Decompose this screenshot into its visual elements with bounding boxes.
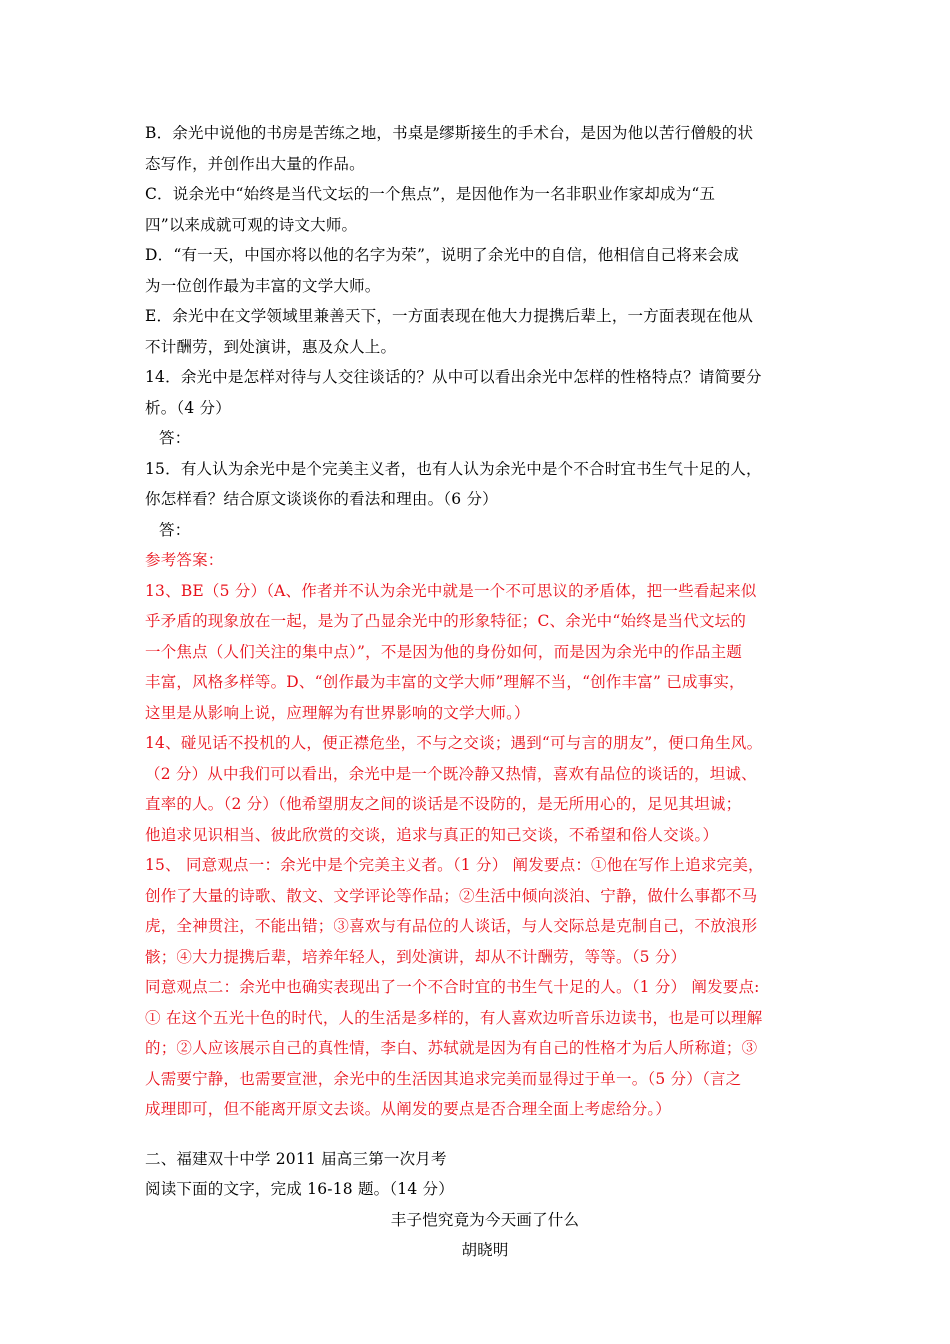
answer-14-line-3: 直率的人。（2 分）（他希望朋友之间的谈话是不设防的，是无所用心的，足见其坦诚； bbox=[145, 795, 742, 813]
answer-13-line-2: 乎矛盾的现象放在一起，是为了凸显余光中的形象特征；C、余光中“始终是当代文坛的 bbox=[145, 612, 747, 630]
answer-14-line-4: 他追求见识相当、彼此欣赏的交谈，追求与真正的知己交谈，不希望和俗人交谈。） bbox=[145, 825, 719, 844]
answer-15-line-3: 虎，全神贯注，不能出错；③喜欢与有品位的人谈话，与人交际总是克制自己，不放浪形 bbox=[145, 917, 758, 935]
question-14-line-2: 析。（4 分） bbox=[145, 398, 231, 417]
answer-13-line-4: 丰富，风格多样等。D、“创作最为丰富的文学大师”理解不当，“创作丰富” 已成事实， bbox=[145, 673, 745, 691]
option-e-line-2: 不计酬劳，到处演讲，惠及众人上。 bbox=[145, 337, 397, 356]
answer-13-line-3: 一个焦点（人们关注的集中点）”，不是因为他的身份如何，而是因为余光中的作品主题 bbox=[145, 642, 742, 661]
section-spacer bbox=[145, 1125, 825, 1144]
document-content bbox=[145, 118, 825, 1266]
answer-13-line-1: 13、BE（5 分）（A、作者并不认为余光中就是一个不可思议的矛盾体，把一些看起来似 bbox=[145, 581, 757, 600]
answer-15-line-8: 人需要宁静，也需要宣泄，余光中的生活因其追求完美而显得过于单一。（5 分）（言之 bbox=[145, 1069, 742, 1088]
question-14-line-1: 14．余光中是怎样对待与人交往谈话的？从中可以看出余光中怎样的性格特点？请简要分 bbox=[145, 368, 762, 386]
answer-14-line-1: 14、碰见话不投机的人，便正襟危坐，不与之交谈；遇到“可与言的朋友”，便口角生风。 bbox=[145, 734, 763, 752]
option-b-line-1: B．余光中说他的书房是苦练之地，书桌是缪斯接生的手术台，是因为他以苦行僧般的状 bbox=[145, 124, 754, 142]
section-2-instruction: 阅读下面的文字，完成 16-18 题。（14 分） bbox=[145, 1180, 454, 1198]
answer-15-line-6: ① 在这个五光十色的时代，人的生活是多样的，有人喜欢边听音乐边读书，也是可以理解 bbox=[145, 1008, 763, 1027]
option-c-line-2: 四”以来成就可观的诗文大师。 bbox=[145, 215, 358, 234]
question-14-answer-label: 答： bbox=[159, 429, 191, 447]
option-d-line-2: 为一位创作最为丰富的文学大师。 bbox=[145, 276, 381, 295]
question-15-line-1: 15．有人认为余光中是个完美主义者，也有人认为余光中是个不合时宜书生气十足的人， bbox=[145, 459, 762, 478]
option-d-line-1: D．“有一天，中国亦将以他的名字为荣”，说明了余光中的自信，他相信自己将来会成 bbox=[145, 246, 740, 264]
option-c-line-1: C．说余光中“始终是当代文坛的一个焦点”，是因他作为一名非职业作家却成为“五 bbox=[145, 185, 716, 203]
answer-15-line-2: 创作了大量的诗歌、散文、文学评论等作品；②生活中倾向淡泊、宁静，做什么事都不马 bbox=[145, 886, 758, 905]
answer-13-line-5: 这里是从影响上说，应理解为有世界影响的文学大师。） bbox=[145, 703, 530, 722]
answer-15-line-9: 成理即可，但不能离开原文去谈。从阐发的要点是否合理全面上考虑给分。） bbox=[145, 1100, 672, 1118]
answer-15-line-1: 15、 同意观点一：余光中是个完美主义者。（1 分） 阐发要点：①他在写作上追求完美， bbox=[145, 856, 764, 874]
question-15-line-2: 你怎样看？结合原文谈谈你的看法和理由。（6 分） bbox=[145, 490, 498, 508]
answer-15-line-4: 骸；④大力提携后辈，培养年轻人，到处演讲，却从不计酬劳，等等。（5 分） bbox=[145, 947, 687, 966]
article-author: 胡晓明 bbox=[461, 1241, 509, 1259]
answer-15-line-7: 的；②人应该展示自己的真性情，李白、苏轼就是因为有自己的性格才为后人所称道；③ bbox=[145, 1039, 758, 1057]
option-e-line-1: E．余光中在文学领域里兼善天下，一方面表现在他大力提携后辈上，一方面表现在他从 bbox=[145, 307, 754, 325]
option-b-line-2: 态写作，并创作出大量的作品。 bbox=[145, 154, 365, 173]
section-2-heading: 二、福建双十中学 2011 届高三第一次月考 bbox=[145, 1149, 447, 1168]
answer-14-line-2: （2 分）从中我们可以看出，余光中是一个既冷静又热情，喜欢有品位的谈话的，坦诚、 bbox=[145, 764, 757, 783]
answer-key-header: 参考答案： bbox=[145, 551, 224, 569]
answer-15-line-5: 同意观点二：余光中也确实表现出了一个不合时宜的书生气十足的人。（1 分） 阐发要点: bbox=[145, 978, 760, 996]
question-15-answer-label: 答： bbox=[159, 520, 191, 539]
article-title: 丰子恺究竟为今天画了什么 bbox=[390, 1210, 580, 1229]
